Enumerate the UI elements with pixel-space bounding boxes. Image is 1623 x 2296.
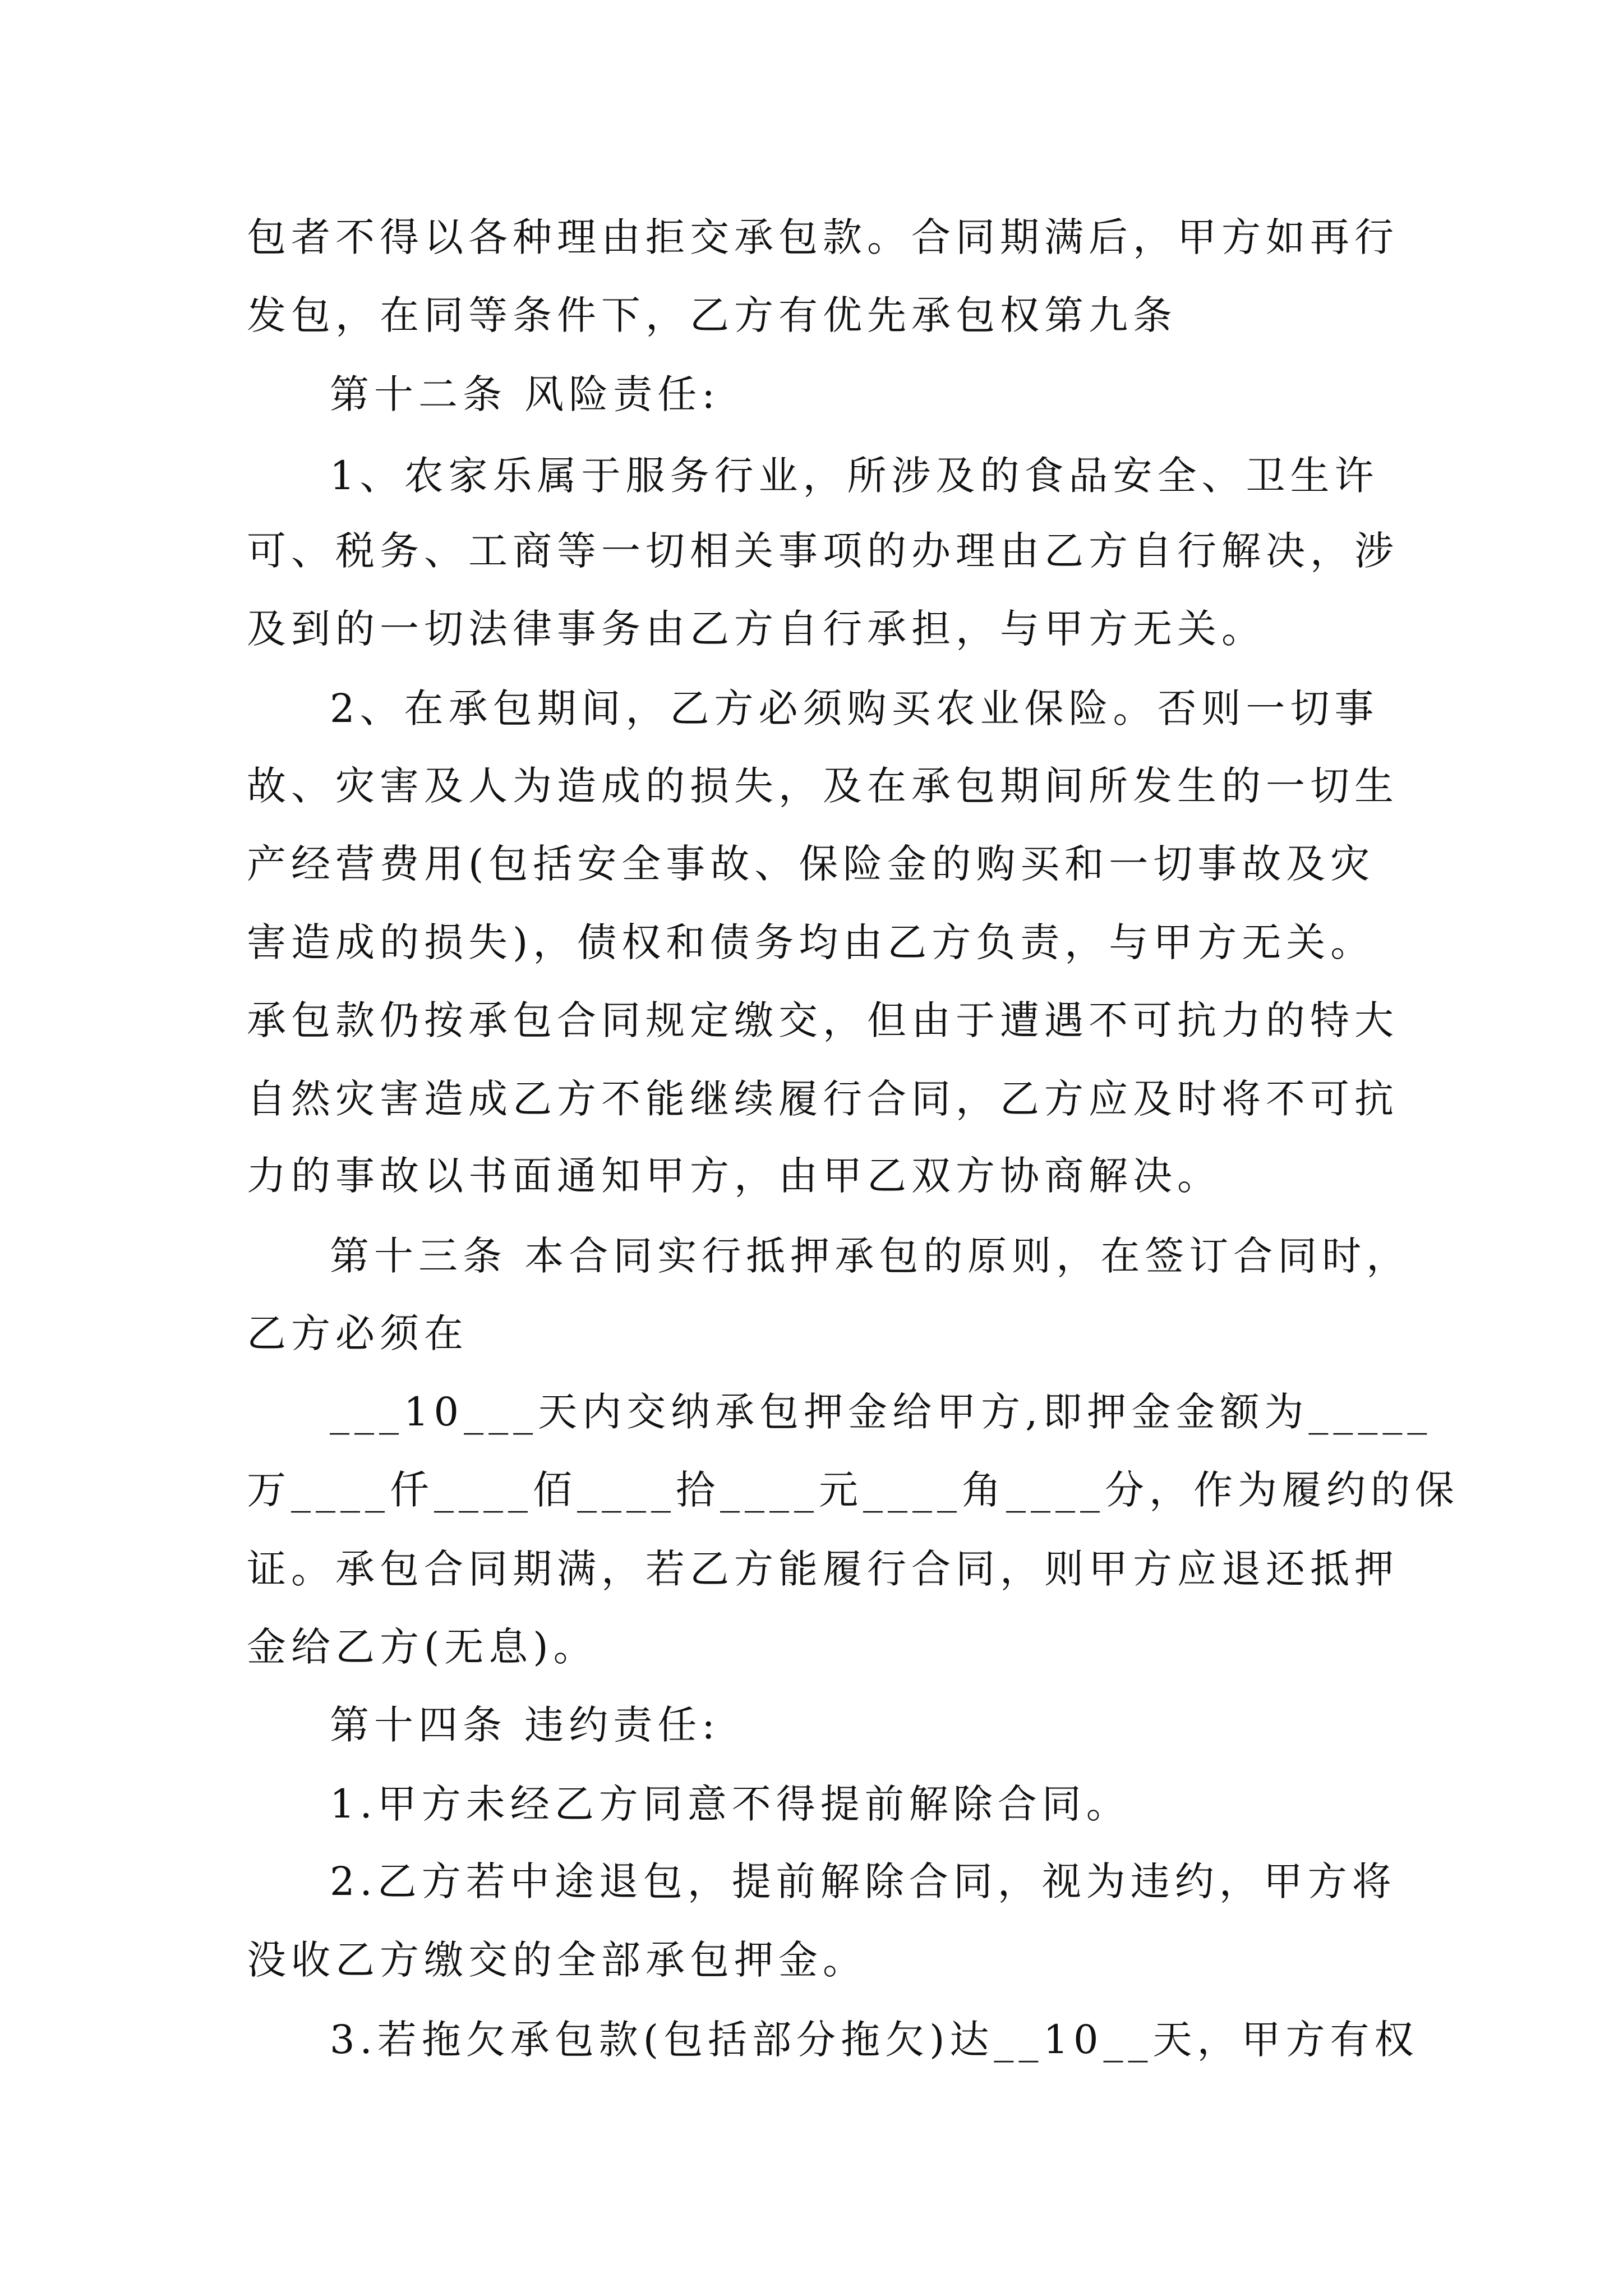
- text-line: 包者不得以各种理由拒交承包款。合同期满后，甲方如再行: [247, 214, 1399, 260]
- text-line: 及到的一切法律事务由乙方自行承担，与甲方无关。: [247, 606, 1266, 652]
- text-line: 2.乙方若中途退包，提前解除合同，视为违约，甲方将: [330, 1858, 1396, 1904]
- section-heading: 第十二条 风险责任:: [330, 371, 720, 417]
- text-line: 没收乙方缴交的全部承包押金。: [247, 1937, 867, 1983]
- text-line: 万____仟____佰____拾____元____角____分，作为履约的保: [247, 1467, 1459, 1513]
- text-line: 乙方必须在: [247, 1310, 468, 1356]
- text-line: 自然灾害造成乙方不能继续履行合同，乙方应及时将不可抗: [247, 1076, 1399, 1122]
- text-line: 1、农家乐属于服务行业，所涉及的食品安全、卫生许: [330, 453, 1379, 499]
- text-line: 承包款仍按承包合同规定缴交，但由于遭遇不可抗力的特大: [247, 997, 1399, 1043]
- text-line: 可、税务、工商等一切相关事项的办理由乙方自行解决，涉: [247, 528, 1399, 574]
- section-heading: 第十三条 本合同实行抵押承包的原则，在签订合同时，: [330, 1233, 1411, 1279]
- text-line: 1.甲方未经乙方同意不得提前解除合同。: [330, 1781, 1131, 1827]
- text-line: 2、在承包期间，乙方必须购买农业保险。否则一切事: [330, 685, 1379, 731]
- section-heading: 第十四条 违约责任:: [330, 1702, 720, 1748]
- text-line: 故、灾害及人为造成的损失，及在承包期间所发生的一切生: [247, 763, 1399, 809]
- text-line: 产经营费用(包括安全事故、保险金的购买和一切事故及灾: [247, 841, 1375, 887]
- text-line: 证。承包合同期满，若乙方能履行合同，则甲方应退还抵押: [247, 1546, 1399, 1592]
- text-line: 3.若拖欠承包款(包括部分拖欠)达__10__天，甲方有权: [330, 2017, 1419, 2063]
- text-line: 发包，在同等条件下，乙方有优先承包权第九条: [247, 292, 1177, 338]
- text-line: 金给乙方(无息)。: [247, 1624, 598, 1670]
- text-line: ___10___天内交纳承包押金给甲方,即押金金额为_____: [330, 1389, 1432, 1435]
- text-line: 力的事故以书面通知甲方，由甲乙双方协商解决。: [247, 1153, 1221, 1199]
- text-line: 害造成的损失)，债权和债务均由乙方负责，与甲方无关。: [247, 919, 1375, 965]
